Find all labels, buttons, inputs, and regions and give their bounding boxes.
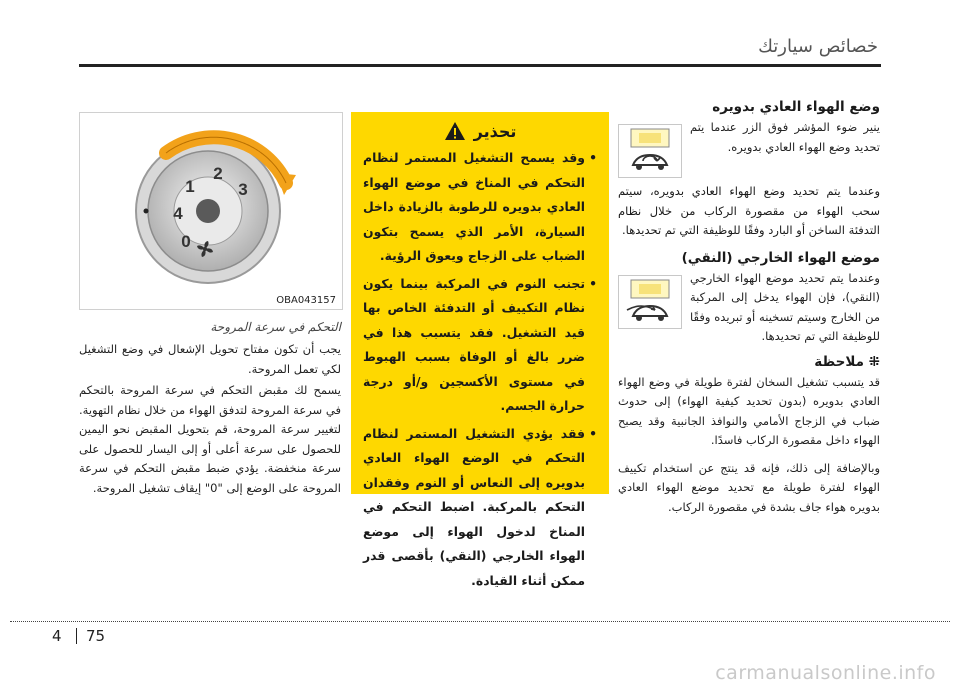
header-divider <box>79 64 881 67</box>
warning-box <box>351 112 609 588</box>
fresh-air-indicator-image <box>618 275 682 329</box>
footer-divider <box>10 621 950 622</box>
right-column <box>618 96 880 517</box>
recirculation-indicator-image <box>618 124 682 178</box>
note-paragraph-1: قد يتسبب تشغيل السخان لفترة طويلة في وضع الهواء العادي بدويره (بدون تحديد كيفية الهواء) إلى حدوث ضباب في الزجاج الأمامي والنوافذ الجانبية وقد يصبح الهواء داخل مقصورة الركاب فاسدًا. <box>618 374 880 447</box>
warning-item: • وقد يسمح التشغيل المستمر لنظام التحكم في المناخ في موضع الهواء العادي بدويره للرطوبة بالزيادة داخل السيارة، الأمر الذي يسمح بتكون الضباب على الزجاج ويعوق الرؤية. <box>363 146 597 269</box>
warning-triangle-icon <box>444 121 466 141</box>
note-title <box>618 351 880 373</box>
watermark: carmanualsonline.info <box>715 662 936 684</box>
section-number: 4 <box>52 627 62 645</box>
warning-item: • تجنب النوم في المركبة بينما يكون نظام التكييف أو التدفئة الخاص بها قيد التشغيل. فقد يتسبب هذا في ضرر بالغ أو الوفاة بسبب الهبوط في مستوى الأكسجين و/أو درجة حرارة الجسم. <box>363 272 597 419</box>
fan-knob-figure <box>79 112 343 310</box>
note-marker-icon: ⁜ <box>863 353 880 370</box>
fan-speed-subtitle: التحكم في سرعة المروحة <box>210 320 341 334</box>
fresh-air-text: وعندما يتم تحديد موضع الهواء الخارجي (النقي)، فإن الهواء يدخل إلى المركبة من الخارج وسيتم تسخينه أو تبريده وفقًا للوظيفة التي تم تحديدها. <box>690 270 880 343</box>
recirculation-title: وضع الهواء العادي بدويره <box>712 99 880 115</box>
fan-speed-knob-illustration <box>80 113 342 309</box>
warning-item: • فقد يؤدي التشغيل المستمر لنظام التحكم في الوضع الهواء العادي بدويره إلى النعاس أو النوم وفقدان التحكم بالمركبة. اضبط التحكم في المناخ لدخول الهواء إلى موضع الهواء الخارجي (النقي) بأقصى قدر ممكن أثناء القيادة. <box>363 422 597 594</box>
note-title-text: ملاحظة <box>814 353 864 370</box>
fan-speed-paragraph-2: يسمح لك مقبض التحكم في سرعة المروحة بالتحكم في سرعة المروحة لتدفق الهواء من خلال نظام التهوية. لتغيير سرعة المروحة، قم بتحويل المقبض نحو اليمين للحصول على سرعة أعلى أو إلى اليسار للحصول على سرعة منخفضة. يؤدي ضبط مقبض التحكم في سرعة المروحة على الوضع إلى "0" إيقاف تشغيل المروحة. <box>79 383 341 495</box>
warning-header <box>363 116 597 146</box>
page-number-separator <box>76 628 77 644</box>
page-header-title: خصائص سيارتك <box>758 36 878 57</box>
warning-list <box>363 146 597 593</box>
fan-speed-paragraph-1: يجب أن تكون مفتاح تحويل الإشعال في وضع التشغيل لكي تعمل المروحة. <box>79 342 341 376</box>
recirculation-text <box>690 118 880 157</box>
recirculation-paragraph-2: وعندما يتم تحديد وضع الهواء العادي بدويره، سيتم سحب الهواء من مقصورة الركاب من خلال نظام التدفئة الساخن أو البارد وفقًا للوظيفة التي تم تحديدها. <box>618 184 880 237</box>
recirculation-icon <box>619 125 681 177</box>
fresh-air-icon <box>619 276 681 328</box>
recirculation-row <box>618 118 880 178</box>
page-number: 75 <box>86 627 106 645</box>
warning-title: تحذير <box>473 121 517 141</box>
knob-label-3: 3 <box>238 180 248 199</box>
left-column <box>79 320 341 498</box>
recirculation-paragraph-1: ينير ضوء المؤشر فوق الزر عندما يتم تحديد وضع الهواء العادي بدويره. <box>690 120 880 154</box>
knob-label-4: 4 <box>173 204 183 223</box>
figure-code: OBA043157 <box>276 295 336 306</box>
fresh-air-title: موضع الهواء الخارجي (النقي) <box>681 249 880 266</box>
note-paragraph-2: وبالإضافة إلى ذلك، فإنه قد ينتج عن استخدام تكييف الهواء لفترة طويلة مع تحديد موضع الهواء العادي بدويره هواء جاف بشدة في مقصورة الركاب. <box>618 460 880 514</box>
knob-label-2: 2 <box>213 164 223 183</box>
knob-label-0: 0 <box>181 232 191 251</box>
fresh-air-row <box>618 269 880 347</box>
knob-label-1: 1 <box>185 177 195 196</box>
